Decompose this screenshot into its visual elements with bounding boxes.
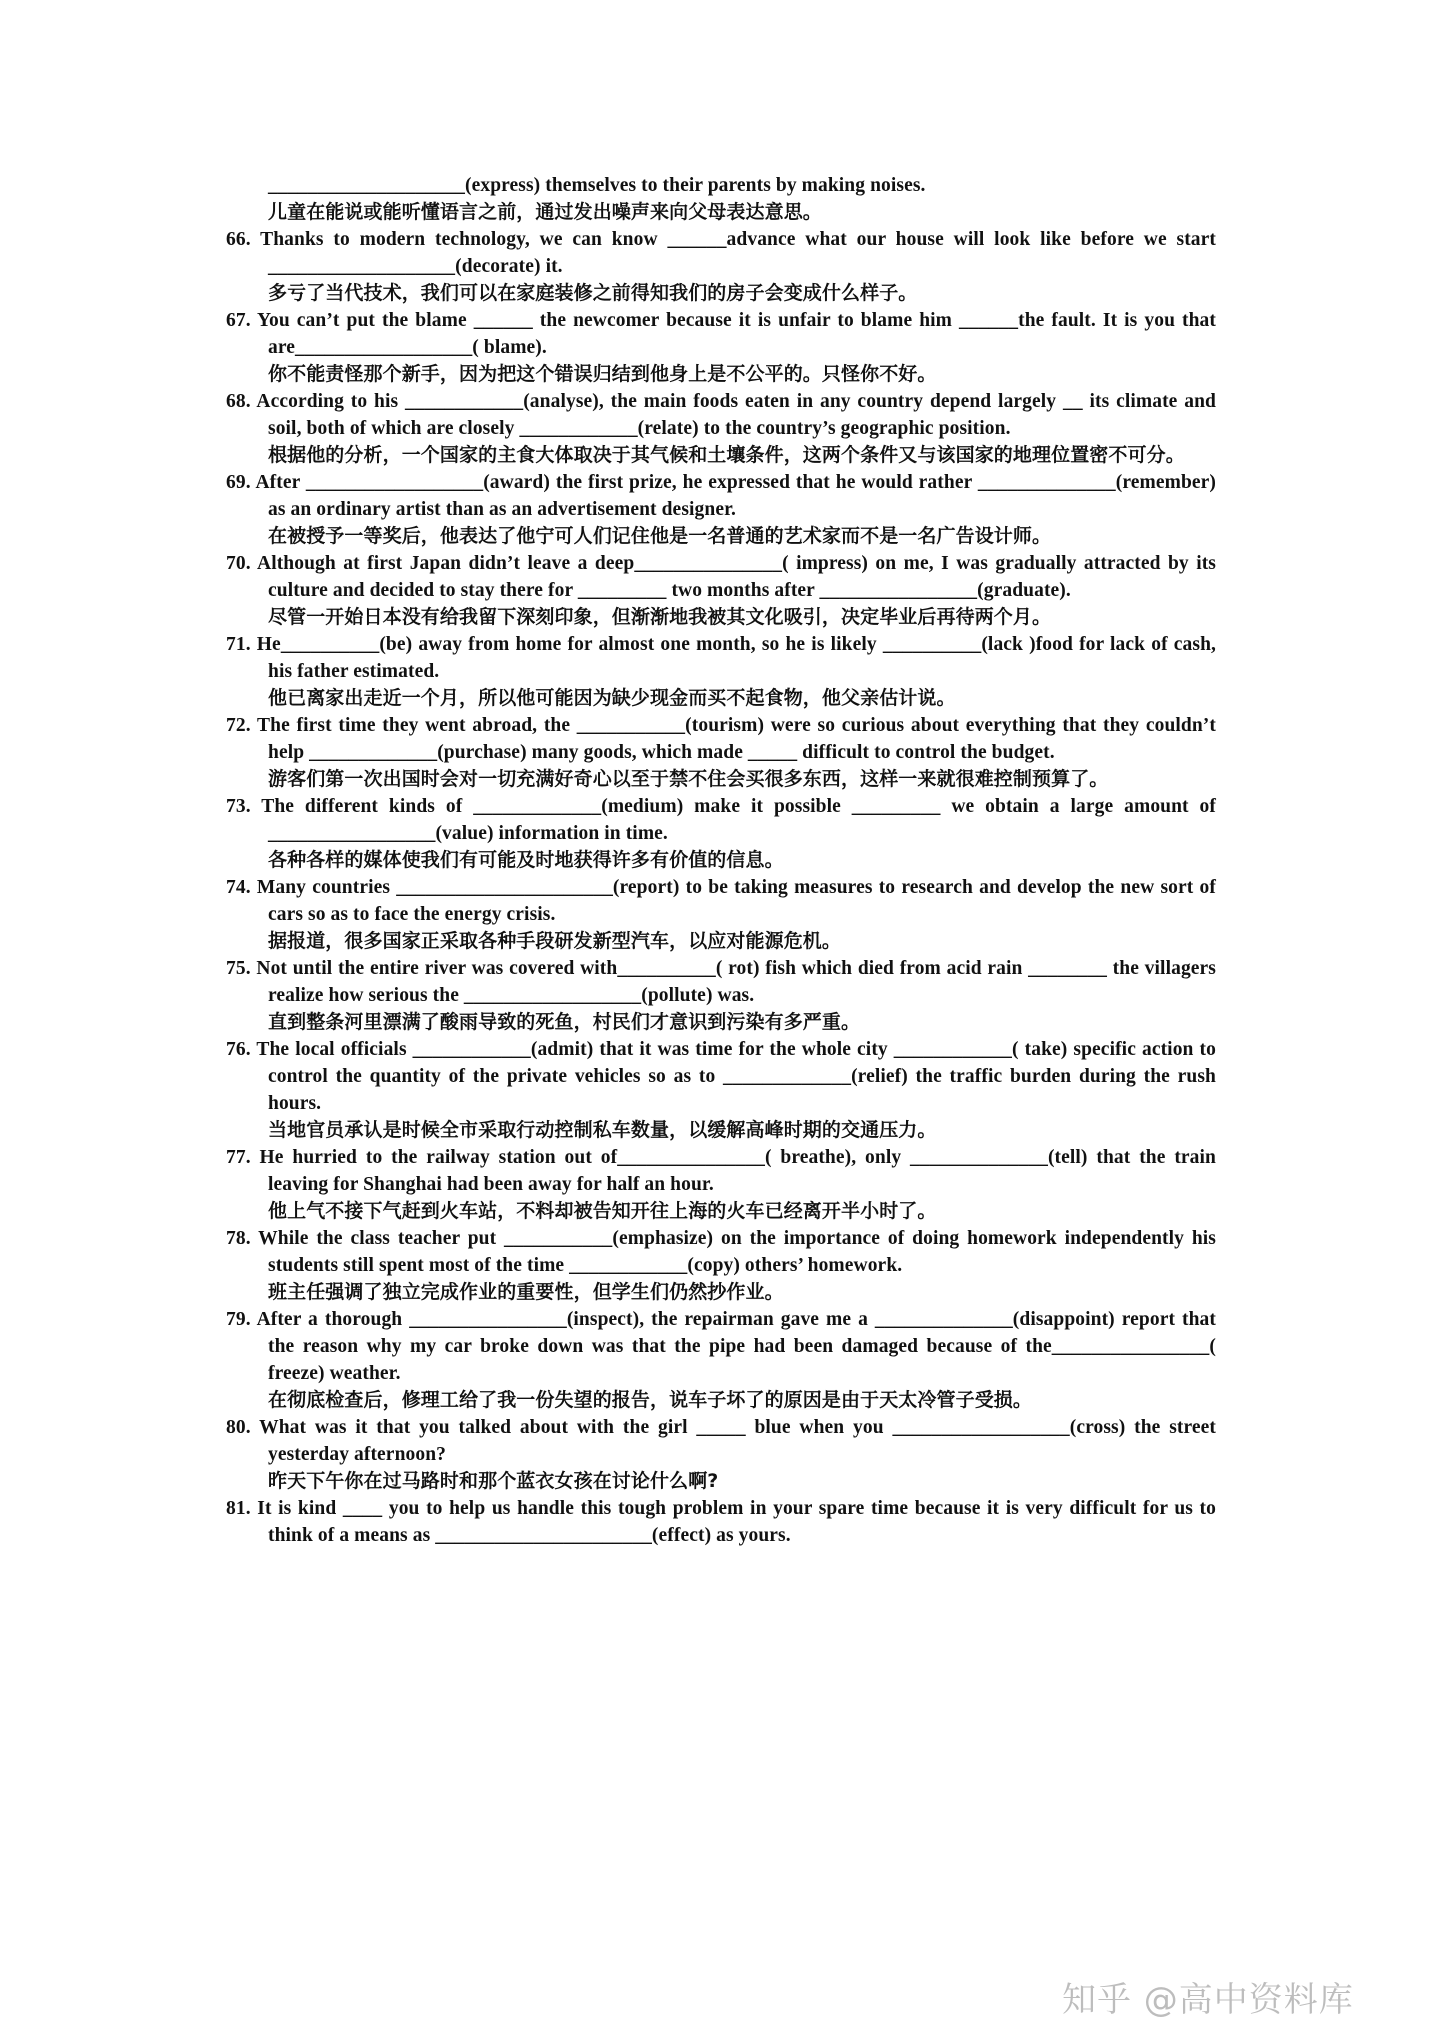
exercise-item xyxy=(226,1495,1216,1549)
exercise-chinese: 当地官员承认是时候全市采取行动控制私车数量，以缓解高峰时期的交通压力。 xyxy=(268,1119,937,1141)
exercise-item xyxy=(226,550,1216,631)
exercise-chinese: 游客们第一次出国时会对一切充满好奇心以至于禁不住会买很多东西，这样一来就很难控制预算了。 xyxy=(268,768,1109,790)
exercise-chinese: 尽管一开始日本没有给我留下深刻印象，但渐渐地我被其文化吸引，决定毕业后再待两个月。 xyxy=(268,606,1052,628)
exercise-item xyxy=(226,793,1216,874)
exercise-item xyxy=(226,712,1216,793)
exercise-item xyxy=(226,631,1216,712)
exercise-chinese: 你不能责怪那个新手，因为把这个错误归结到他身上是不公平的。只怪你不好。 xyxy=(268,363,937,385)
exercise-item xyxy=(226,1144,1216,1225)
exercise-item xyxy=(226,307,1216,388)
exercise-english: 67. You can’t put the blame ______ the newcomer because it is unfair to blame him ______the fault. It is you that are__________________( blame). xyxy=(226,310,1216,358)
exercise-chinese: 班主任强调了独立完成作业的重要性，但学生们仍然抄作业。 xyxy=(268,1281,784,1303)
exercise-item xyxy=(226,469,1216,550)
exercise-english: ____________________(express) themselves to their parents by making noises. xyxy=(268,175,926,196)
exercise-chinese: 他已离家出走近一个月，所以他可能因为缺少现金而买不起食物，他父亲估计说。 xyxy=(268,687,956,709)
exercise-item xyxy=(226,955,1216,1036)
watermark: 知乎 @高中资料库 xyxy=(1062,1980,1354,2020)
exercise-english: 75. Not until the entire river was covered with__________( rot) fish which died from acid rain ________ the villagers realize how serious the __________________(pollute) was. xyxy=(226,958,1216,1006)
exercise-item xyxy=(226,1036,1216,1144)
exercise-item xyxy=(226,1306,1216,1414)
exercise-english: 71. He__________(be) away from home for almost one month, so he is likely __________(lack )food for lack of cash, his father estimated. xyxy=(226,634,1216,682)
exercise-chinese: 根据他的分析，一个国家的主食大体取决于其气候和土壤条件，这两个条件又与该国家的地理位置密不可分。 xyxy=(268,444,1185,466)
exercise-chinese: 儿童在能说或能听懂语言之前，通过发出噪声来向父母表达意思。 xyxy=(268,201,822,223)
exercise-english: 66. Thanks to modern technology, we can know ______advance what our house will look like before we start ___________________(decorate) it. xyxy=(226,229,1216,277)
exercise-english: 78. While the class teacher put ___________(emphasize) on the importance of doing homework independently his students still spent most of the time ____________(copy) others’ homework. xyxy=(226,1228,1216,1276)
exercise-english: 72. The first time they went abroad, the ___________(tourism) were so curious about everything that they couldn’t help _____________(purchase) many goods, which made _____ difficult to control the budget. xyxy=(226,715,1216,763)
exercise-english: 68. According to his ____________(analyse), the main foods eaten in any country depend largely __ its climate and soil, both of which are closely ____________(relate) to the country’s geographic position. xyxy=(226,391,1216,439)
exercise-english: 69. After __________________(award) the first prize, he expressed that he would rather ______________(remember) as an ordinary artist than as an advertisement designer. xyxy=(226,472,1216,520)
exercise-item xyxy=(226,1225,1216,1306)
exercise-chinese: 昨天下午你在过马路时和那个蓝衣女孩在讨论什么啊? xyxy=(268,1470,719,1492)
exercise-chinese: 多亏了当代技术，我们可以在家庭装修之前得知我们的房子会变成什么样子。 xyxy=(268,282,918,304)
exercise-english: 79. After a thorough ________________(inspect), the repairman gave me a ______________(disappoint) report that the reason why my car broke down was that the pipe had been damaged because of the________________( freeze) weather. xyxy=(226,1309,1216,1384)
exercise-chinese: 据报道，很多国家正采取各种手段研发新型汽车，以应对能源危机。 xyxy=(268,930,842,952)
exercise-item xyxy=(226,1414,1216,1495)
exercise-chinese: 各种各样的媒体使我们有可能及时地获得许多有价值的信息。 xyxy=(268,849,784,871)
exercise-english: 80. What was it that you talked about with the girl _____ blue when you __________________(cross) the street yesterday afternoon? xyxy=(226,1417,1216,1465)
exercise-chinese: 在彻底检查后，修理工给了我一份失望的报告，说车子坏了的原因是由于天太冷管子受损。 xyxy=(268,1389,1033,1411)
exercise-english: 73. The different kinds of _____________(medium) make it possible _________ we obtain a large amount of _________________(value) information in time. xyxy=(226,796,1216,844)
exercise-chinese: 在被授予一等奖后，他表达了他宁可人们记住他是一名普通的艺术家而不是一名广告设计师。 xyxy=(268,525,1052,547)
exercise-english: 74. Many countries ______________________(report) to be taking measures to research and develop the new sort of cars so as to face the energy crisis. xyxy=(226,877,1216,925)
exercise-item xyxy=(226,226,1216,307)
exercise-item xyxy=(226,388,1216,469)
exercise-chinese: 直到整条河里漂满了酸雨导致的死鱼，村民们才意识到污染有多严重。 xyxy=(268,1011,861,1033)
exercise-chinese: 他上气不接下气赶到火车站，不料却被告知开往上海的火车已经离开半小时了。 xyxy=(268,1200,937,1222)
exercise-item xyxy=(226,874,1216,955)
exercise-english: 70. Although at first Japan didn’t leave a deep_______________( impress) on me, I was gradually attracted by its culture and decided to stay there for _________ two months after ________________(graduate). xyxy=(226,553,1216,601)
exercise-english: 77. He hurried to the railway station out of_______________( breathe), only ______________(tell) that the train leaving for Shanghai had been away for half an hour. xyxy=(226,1147,1216,1195)
exercise-english: 81. It is kind ____ you to help us handle this tough problem in your spare time because it is very difficult for us to think of a means as ______________________(effect) as yours. xyxy=(226,1498,1216,1546)
exercise-item xyxy=(226,172,1216,226)
exercise-english: 76. The local officials ____________(admit) that it was time for the whole city ____________( take) specific action to control the quantity of the private vehicles so as to _____________(relief) the traffic burden during the rush hours. xyxy=(226,1039,1216,1114)
exercise-list xyxy=(226,172,1216,1549)
